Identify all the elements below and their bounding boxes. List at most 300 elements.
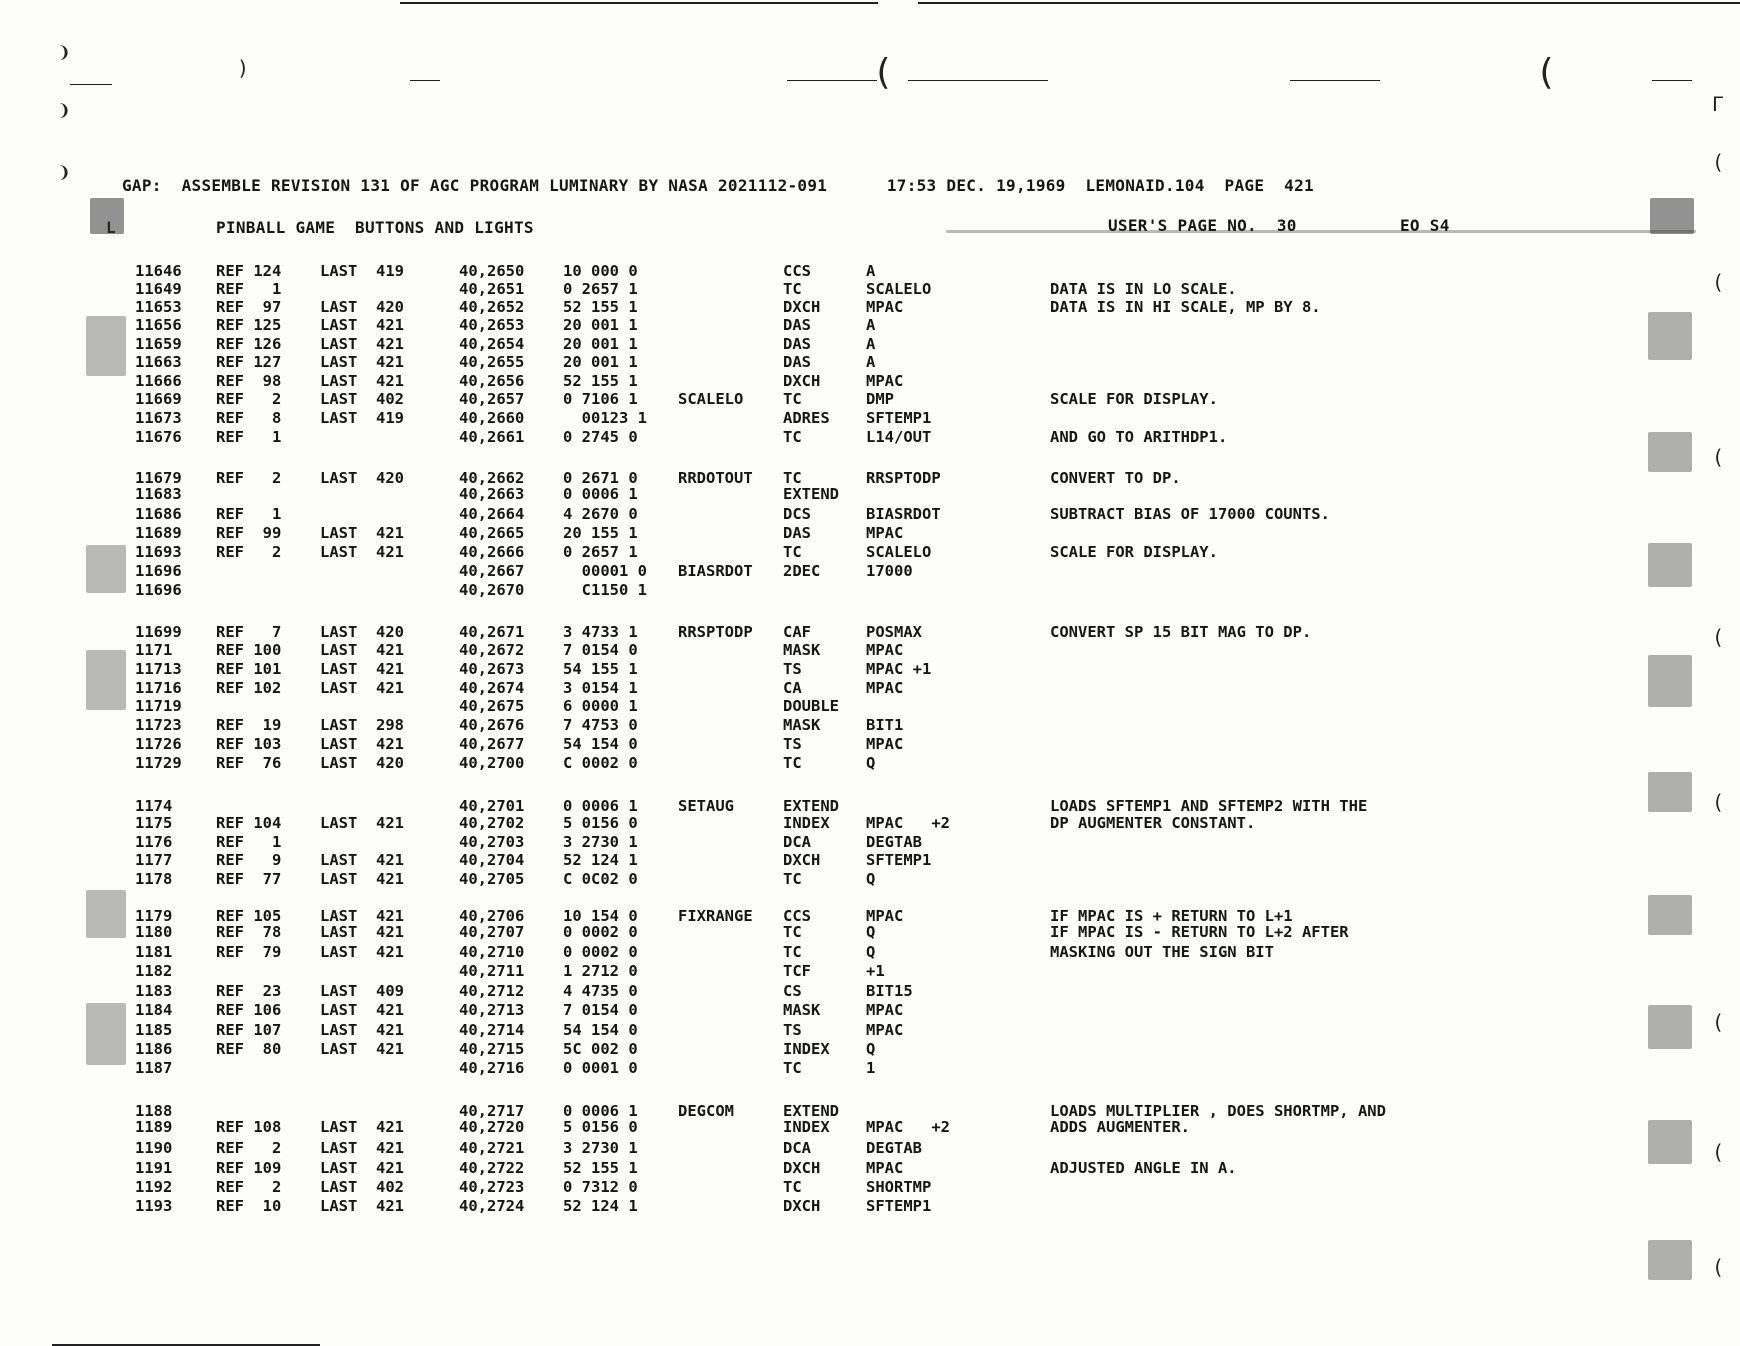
listing-last: LAST 421 [320,660,404,678]
listing-code: 0 2657 1 [563,280,638,298]
listing-addr: 40,2655 [459,353,525,371]
listing-code: 0 0006 1 [563,485,638,503]
listing-op: EXTEND [783,1102,839,1120]
listing-arg: MPAC [866,907,904,925]
listing-addr: 40,2711 [459,962,525,980]
hole-mark: ) [237,56,250,80]
listing-op: TCF [783,962,811,980]
listing-addr: 40,2703 [459,833,525,851]
listing-seq: 1177 [135,851,173,869]
listing-op: 2DEC [783,562,821,580]
listing-seq: 1193 [135,1197,173,1215]
listing-ref: REF 100 [216,641,282,659]
listing-ref: REF 77 [216,870,282,888]
listing-seq: 11646 [135,262,182,280]
listing-last: LAST 298 [320,716,404,734]
listing-ref: REF 102 [216,679,282,697]
listing-ref: REF 79 [216,943,282,961]
listing-seq: 11696 [135,581,182,599]
listing-code: 20 001 1 [563,335,638,353]
listing-addr: 40,2675 [459,697,525,715]
listing-arg: Q [866,923,876,941]
listing-cmt: ADDS AUGMENTER. [1050,1118,1190,1136]
listing-addr: 40,2715 [459,1040,525,1058]
listing-code: 0 0006 1 [563,1102,638,1120]
listing-op: CCS [783,907,811,925]
listing-last: LAST 421 [320,735,404,753]
listing-addr: 40,2716 [459,1059,525,1077]
listing-arg: Q [866,1040,876,1058]
hole-mark: ❩ [58,98,71,122]
listing-op: TC [783,870,802,888]
listing-cmt: DATA IS IN HI SCALE, MP BY 8. [1050,298,1321,316]
listing-arg: SFTEMP1 [866,851,932,869]
listing-ref: REF 23 [216,982,282,1000]
listing-last: LAST 421 [320,943,404,961]
listing-addr: 40,2672 [459,641,525,659]
listing-op: TC [783,390,802,408]
listing-ref: REF 109 [216,1159,282,1177]
listing-addr: 40,2661 [459,428,525,446]
listing-op: CS [783,982,802,1000]
listing-seq: 11696 [135,562,182,580]
listing-last: LAST 420 [320,298,404,316]
listing-seq: 11649 [135,280,182,298]
listing-op: MASK [783,1001,821,1019]
listing-code: 0 7106 1 [563,390,638,408]
listing-cmt: SCALE FOR DISPLAY. [1050,390,1218,408]
listing-cmt: SUBTRACT BIAS OF 17000 COUNTS. [1050,505,1330,523]
listing-op: MASK [783,716,821,734]
listing-code: 3 4733 1 [563,623,638,641]
listing-ref: REF 76 [216,754,282,772]
listing-seq: 1190 [135,1139,173,1157]
listing-op: INDEX [783,1040,830,1058]
listing-code: 20 155 1 [563,524,638,542]
listing-arg: MPAC [866,679,904,697]
margin-mark: ( [1712,445,1725,469]
listing-arg: MPAC [866,372,904,390]
hole-mark: ( [1535,52,1557,93]
margin-mark: ( [1712,790,1725,814]
listing-arg: BIT1 [866,716,904,734]
user-page-label: USER'S PAGE NO. 30 [1108,216,1297,235]
listing-ref: REF 101 [216,660,282,678]
listing-seq: 11729 [135,754,182,772]
listing-addr: 40,2700 [459,754,525,772]
listing-seq: 11716 [135,679,182,697]
listing-arg: SHORTMP [866,1178,932,1196]
listing-last: LAST 419 [320,262,404,280]
listing-arg: MPAC [866,1159,904,1177]
listing-op: DXCH [783,851,821,869]
listing-code: 7 4753 0 [563,716,638,734]
listing-arg: DEGTAB [866,833,922,851]
listing-addr: 40,2724 [459,1197,525,1215]
listing-seq: 11699 [135,623,182,641]
listing-label: FIXRANGE [678,907,753,925]
listing-seq: 1187 [135,1059,173,1077]
listing-label: SCALELO [678,390,744,408]
listing-addr: 40,2662 [459,469,525,487]
listing-last: LAST 421 [320,1001,404,1019]
listing-label: BIASRDOT [678,562,753,580]
listing-code: 20 001 1 [563,316,638,334]
listing-seq: 1189 [135,1118,173,1136]
listing-code: 0 2657 1 [563,543,638,561]
listing-addr: 40,2667 [459,562,525,580]
listing-ref: REF 80 [216,1040,282,1058]
listing-arg: MPAC [866,524,904,542]
listing-ref: REF 78 [216,923,282,941]
listing-ref: REF 105 [216,907,282,925]
listing-addr: 40,2721 [459,1139,525,1157]
listing-op: ADRES [783,409,830,427]
listing-addr: 40,2710 [459,943,525,961]
listing-addr: 40,2650 [459,262,525,280]
listing-ref: REF 2 [216,469,282,487]
listing-arg: DMP [866,390,894,408]
listing-ref: REF 1 [216,833,282,851]
listing-seq: 11659 [135,335,182,353]
listing-arg: A [866,335,876,353]
listing-header: GAP: ASSEMBLE REVISION 131 OF AGC PROGRAM LUMINARY BY NASA 2021112-091 17:53 DEC. 19,1969 LEMONAID.104 PAGE 421 [122,176,1314,195]
listing-code: C 0002 0 [563,754,638,772]
listing-arg: BIT15 [866,982,913,1000]
listing-seq: 11689 [135,524,182,542]
listing-ref: REF 19 [216,716,282,734]
listing-code: 0 0006 1 [563,797,638,815]
listing-seq: 1185 [135,1021,173,1039]
listing-last: LAST 421 [320,335,404,353]
listing-arg: Q [866,870,876,888]
listing-arg: DEGTAB [866,1139,922,1157]
listing-code: 52 155 1 [563,298,638,316]
listing-last: LAST 421 [320,679,404,697]
listing-op: MASK [783,641,821,659]
listing-code: 7 0154 0 [563,1001,638,1019]
listing-seq: 11683 [135,485,182,503]
listing-op: DXCH [783,1197,821,1215]
listing-seq: 11723 [135,716,182,734]
listing-addr: 40,2651 [459,280,525,298]
listing-seq: 1191 [135,1159,173,1177]
listing-seq: 1175 [135,814,173,832]
listing-ref: REF 98 [216,372,282,390]
listing-seq: 1174 [135,797,173,815]
listing-code: 5 0156 0 [563,814,638,832]
listing-arg: A [866,262,876,280]
margin-mark: ( [1712,1255,1725,1279]
listing-ref: REF 7 [216,623,282,641]
listing-last: LAST 421 [320,851,404,869]
listing-addr: 40,2704 [459,851,525,869]
listing-op: EXTEND [783,485,839,503]
listing-seq: 11679 [135,469,182,487]
listing-ref: REF 1 [216,280,282,298]
listing-ref: REF 126 [216,335,282,353]
listing-last: LAST 421 [320,923,404,941]
listing-addr: 40,2665 [459,524,525,542]
listing-op: TC [783,923,802,941]
listing-seq: 11686 [135,505,182,523]
listing-arg: SCALELO [866,543,932,561]
listing-code: 5C 002 0 [563,1040,638,1058]
listing-op: TC [783,754,802,772]
listing-cmt: LOADS SFTEMP1 AND SFTEMP2 WITH THE [1050,797,1368,815]
listing-addr: 40,2663 [459,485,525,503]
listing-addr: 40,2714 [459,1021,525,1039]
listing-op: DXCH [783,298,821,316]
listing-arg: 17000 [866,562,913,580]
listing-arg: L14/OUT [866,428,932,446]
listing-cmt: DP AUGMENTER CONSTANT. [1050,814,1256,832]
user-page-suffix: EO S4 [1400,216,1450,235]
listing-code: 54 154 0 [563,735,638,753]
margin-mark: ( [1712,1140,1725,1164]
listing-arg: RRSPTODP [866,469,941,487]
listing-code: C1150 1 [563,581,647,599]
listing-seq: 11713 [135,660,182,678]
listing-ref: REF 127 [216,353,282,371]
listing-code: 3 0154 1 [563,679,638,697]
listing-label: RRSPTODP [678,623,753,641]
listing-ref: REF 2 [216,543,282,561]
margin-mark: ( [1712,625,1725,649]
listing-addr: 40,2717 [459,1102,525,1120]
listing-addr: 40,2660 [459,409,525,427]
listing-arg: Q [866,754,876,772]
listing-last: LAST 421 [320,1159,404,1177]
listing-code: 0 2671 0 [563,469,638,487]
listing-last: LAST 421 [320,372,404,390]
listing-seq: 1171 [135,641,173,659]
listing-cmt: DATA IS IN LO SCALE. [1050,280,1237,298]
listing-seq: 11676 [135,428,182,446]
listing-addr: 40,2674 [459,679,525,697]
listing-seq: 1183 [135,982,173,1000]
listing-op: DAS [783,316,811,334]
listing-arg: POSMAX [866,623,922,641]
listing-ref: REF 104 [216,814,282,832]
listing-seq: 1176 [135,833,173,851]
listing-code: 0 0001 0 [563,1059,638,1077]
listing-ref: REF 108 [216,1118,282,1136]
listing-ref: REF 106 [216,1001,282,1019]
listing-last: LAST 421 [320,353,404,371]
listing-arg: MPAC [866,1021,904,1039]
listing-op: CAF [783,623,811,641]
hole-mark: ᒥ [1712,92,1724,116]
listing-code: 7 0154 0 [563,641,638,659]
listing-arg: MPAC [866,1001,904,1019]
listing-addr: 40,2723 [459,1178,525,1196]
listing-arg: A [866,353,876,371]
listing-seq: 11726 [135,735,182,753]
listing-op: DAS [783,353,811,371]
listing-last: LAST 421 [320,524,404,542]
listing-addr: 40,2702 [459,814,525,832]
listing-addr: 40,2722 [459,1159,525,1177]
listing-addr: 40,2707 [459,923,525,941]
listing-last: LAST 421 [320,870,404,888]
listing-last: LAST 409 [320,982,404,1000]
listing-last: LAST 421 [320,1197,404,1215]
listing-cmt: LOADS MULTIPLIER , DOES SHORTMP, AND [1050,1102,1386,1120]
listing-addr: 40,2713 [459,1001,525,1019]
listing-code: 4 4735 0 [563,982,638,1000]
listing-addr: 40,2720 [459,1118,525,1136]
listing-last: LAST 420 [320,754,404,772]
listing-code: 20 001 1 [563,353,638,371]
listing-ref: REF 10 [216,1197,282,1215]
listing-op: DCS [783,505,811,523]
listing-op: DAS [783,335,811,353]
listing-code: 10 000 0 [563,262,638,280]
listing-arg: SFTEMP1 [866,409,932,427]
listing-seq: 1179 [135,907,173,925]
listing-op: TC [783,943,802,961]
listing-addr: 40,2670 [459,581,525,599]
listing-code: 0 0002 0 [563,923,638,941]
listing-op: INDEX [783,1118,830,1136]
listing-op: TC [783,280,802,298]
listing-code: 3 2730 1 [563,833,638,851]
listing-seq: 1182 [135,962,173,980]
listing-arg: MPAC [866,735,904,753]
listing-code: 0 7312 0 [563,1178,638,1196]
listing-label: SETAUG [678,797,734,815]
listing-code: 10 154 0 [563,907,638,925]
listing-addr: 40,2656 [459,372,525,390]
listing-seq: 1180 [135,923,173,941]
listing-cmt: ADJUSTED ANGLE IN A. [1050,1159,1237,1177]
listing-ref: REF 99 [216,524,282,542]
margin-mark: ( [1712,1010,1725,1034]
listing-seq: 11719 [135,697,182,715]
listing-code: 6 0000 1 [563,697,638,715]
listing-last: LAST 421 [320,1118,404,1136]
listing-seq: 1181 [135,943,173,961]
listing-addr: 40,2705 [459,870,525,888]
listing-arg: MPAC [866,298,904,316]
listing-ref: REF 2 [216,390,282,408]
listing-cmt: SCALE FOR DISPLAY. [1050,543,1218,561]
listing-op: DCA [783,1139,811,1157]
listing-code: 52 155 1 [563,1159,638,1177]
listing-op: TC [783,543,802,561]
listing-op: DXCH [783,372,821,390]
listing-seq: 11656 [135,316,182,334]
listing-last: LAST 421 [320,543,404,561]
listing-last: LAST 421 [320,814,404,832]
listing-op: TS [783,660,802,678]
listing-last: LAST 420 [320,623,404,641]
listing-arg: SFTEMP1 [866,1197,932,1215]
listing-cmt: IF MPAC IS - RETURN TO L+2 AFTER [1050,923,1349,941]
listing-op: TS [783,1021,802,1039]
listing-label: DEGCOM [678,1102,734,1120]
listing-code: 54 155 1 [563,660,638,678]
listing-code: 5 0156 0 [563,1118,638,1136]
listing-op: TC [783,1059,802,1077]
listing-addr: 40,2671 [459,623,525,641]
listing-seq: 1178 [135,870,173,888]
listing-op: DOUBLE [783,697,839,715]
listing-code: 0 0002 0 [563,943,638,961]
listing-seq: 1188 [135,1102,173,1120]
listing-op: TS [783,735,802,753]
listing-addr: 40,2652 [459,298,525,316]
listing-addr: 40,2654 [459,335,525,353]
listing-last: LAST 419 [320,409,404,427]
listing-arg: MPAC +1 [866,660,932,678]
listing-seq: 11663 [135,353,182,371]
listing-last: LAST 402 [320,390,404,408]
listing-last: LAST 421 [320,1139,404,1157]
listing-ref: REF 9 [216,851,282,869]
listing-ref: REF 97 [216,298,282,316]
listing-addr: 40,2666 [459,543,525,561]
listing-arg: 1 [866,1059,876,1077]
listing-arg: MPAC +2 [866,1118,950,1136]
listing-ref: REF 2 [216,1139,282,1157]
listing-op: EXTEND [783,797,839,815]
listing-cmt: MASKING OUT THE SIGN BIT [1050,943,1274,961]
listing-last: LAST 421 [320,316,404,334]
listing-ref: REF 8 [216,409,282,427]
listing-seq: 1186 [135,1040,173,1058]
listing-op: INDEX [783,814,830,832]
listing-code: 1 2712 0 [563,962,638,980]
listing-op: TC [783,469,802,487]
listing-cmt: IF MPAC IS + RETURN TO L+1 [1050,907,1293,925]
listing-code: 00123 1 [563,409,647,427]
listing-ref: REF 1 [216,428,282,446]
listing-code: 0 2745 0 [563,428,638,446]
listing-seq: 11673 [135,409,182,427]
listing-arg: BIASRDOT [866,505,941,523]
listing-op: DXCH [783,1159,821,1177]
hole-mark: ❩ [58,160,71,184]
listing-last: LAST 421 [320,1021,404,1039]
listing-ref: REF 1 [216,505,282,523]
listing-ref: REF 107 [216,1021,282,1039]
listing-code: C 0C02 0 [563,870,638,888]
hole-mark: ❩ [58,40,71,64]
listing-last: LAST 421 [320,1040,404,1058]
listing-label: RRDOTOUT [678,469,753,487]
listing-arg: MPAC +2 [866,814,950,832]
listing-code: 52 124 1 [563,851,638,869]
listing-ref: REF 2 [216,1178,282,1196]
listing-seq: 1184 [135,1001,173,1019]
listing-addr: 40,2712 [459,982,525,1000]
listing-last: LAST 420 [320,469,404,487]
listing-arg: A [866,316,876,334]
listing-addr: 40,2657 [459,390,525,408]
listing-code: 52 124 1 [563,1197,638,1215]
margin-mark: ( [1712,270,1725,294]
hole-mark: ( [872,52,894,93]
listing-last: LAST 402 [320,1178,404,1196]
listing-code: 3 2730 1 [563,1139,638,1157]
listing-arg: SCALELO [866,280,932,298]
listing-seq: 11669 [135,390,182,408]
listing-addr: 40,2706 [459,907,525,925]
listing-last: LAST 421 [320,907,404,925]
listing-ref: REF 125 [216,316,282,334]
